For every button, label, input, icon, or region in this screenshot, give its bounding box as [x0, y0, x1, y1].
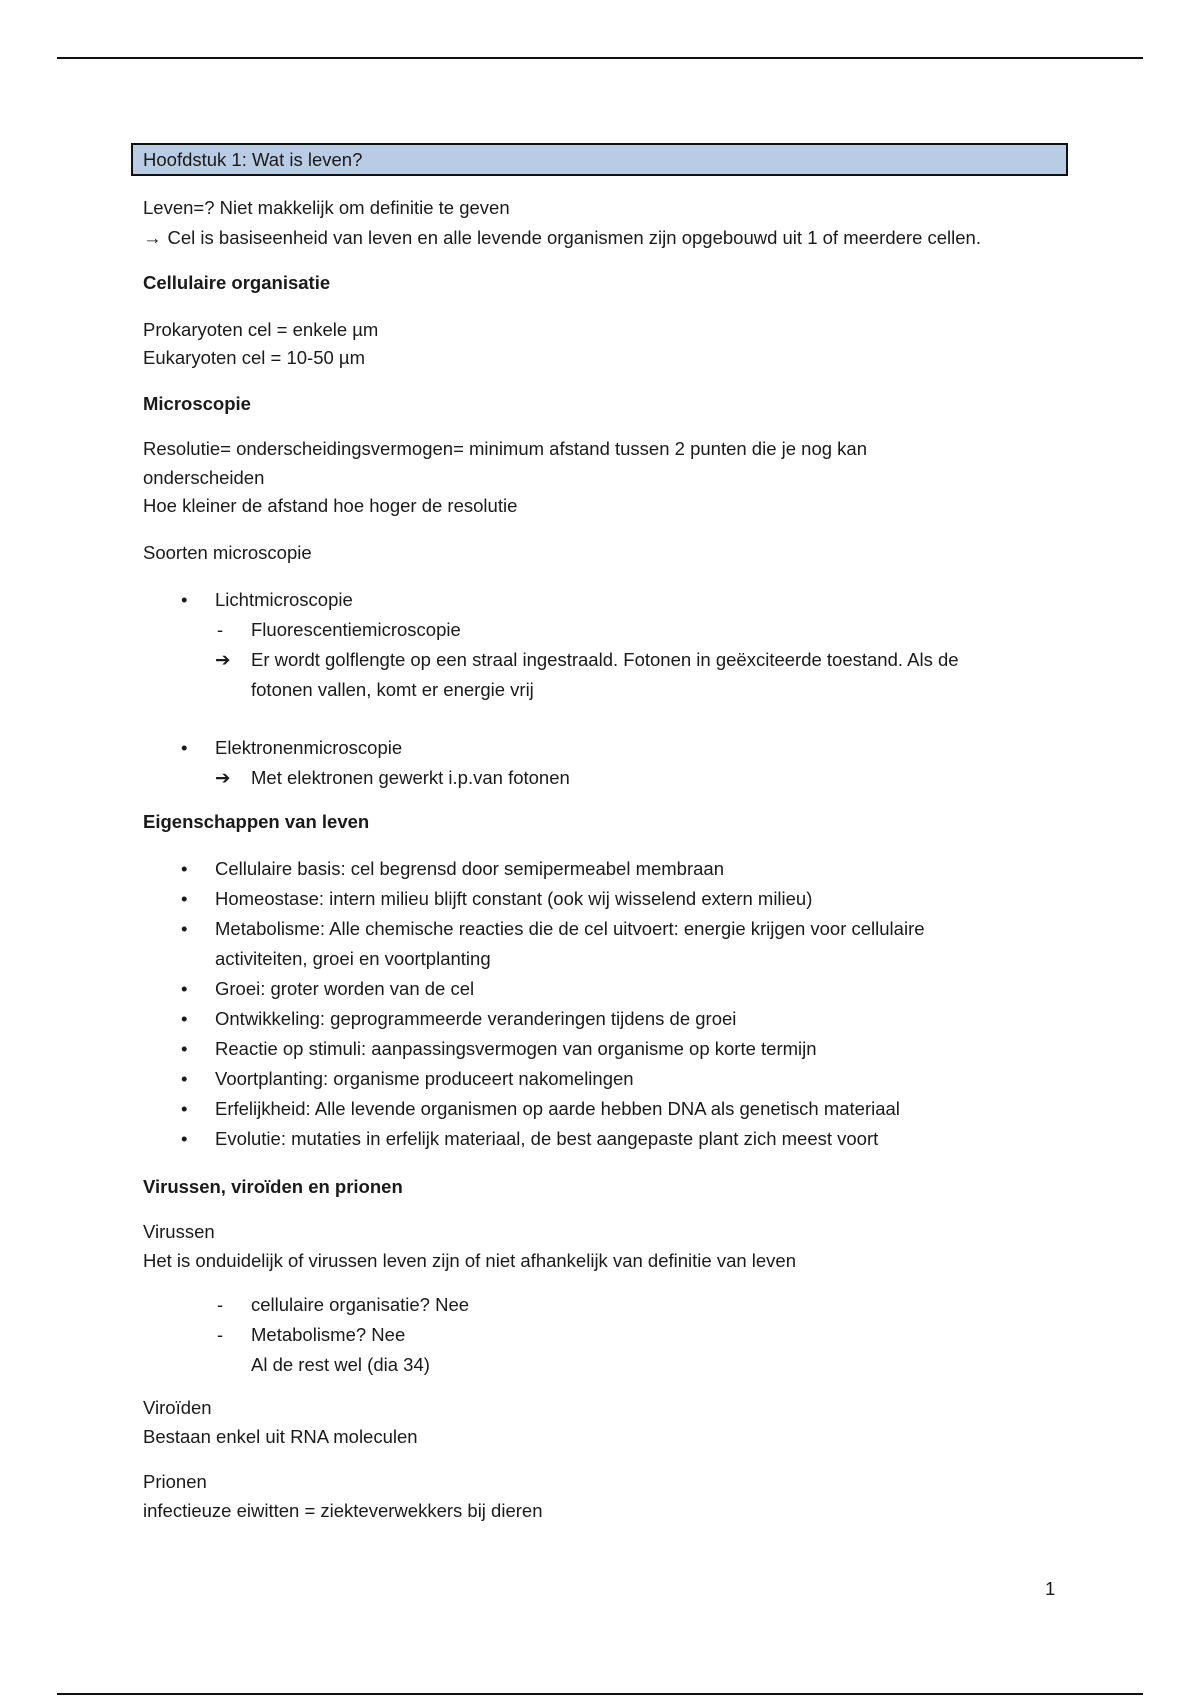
eigenschap-text: Reactie op stimuli: aanpassingsvermogen van organisme op korte termijn: [215, 1038, 817, 1059]
bullet-icon: •: [181, 589, 188, 610]
intro-line-1: Leven=? Niet makkelijk om definitie te geven: [143, 197, 510, 218]
bullet-icon: •: [181, 1098, 188, 1119]
bullet-icon: •: [181, 1038, 188, 1059]
bullet-icon: •: [181, 888, 188, 909]
eigenschap-text: Ontwikkeling: geprogrammeerde veranderingen tijdens de groei: [215, 1008, 737, 1029]
fluorescentie-label: Fluorescentiemicroscopie: [251, 619, 461, 640]
microscopie-list: [143, 585, 1073, 705]
list-item: [143, 1064, 1073, 1094]
virussen-text: Het is onduidelijk of virussen leven zijn of niet afhankelijk van definitie van leven: [143, 1250, 797, 1271]
list-item: [143, 854, 1073, 884]
prionen-text: infectieuze eiwitten = ziekteverwekkers bij dieren: [143, 1500, 543, 1521]
eigenschap-text: Erfelijkheid: Alle levende organismen op aarde hebben DNA als genetisch materiaal: [215, 1098, 900, 1119]
list-item: [143, 1004, 1073, 1034]
intro-line-2-text: Cel is basiseenheid van leven en alle levende organismen zijn opgebouwd uit 1 of meerdere cellen.: [167, 227, 981, 248]
resolutie-line-2: onderscheiden: [143, 467, 265, 488]
page-number: 1: [1045, 1578, 1056, 1599]
chapter-title: Hoofdstuk 1: Wat is leven?: [131, 143, 1068, 176]
prokaryoten-line: Prokaryoten cel = enkele µm: [143, 319, 379, 340]
eigenschap-text: Groei: groter worden van de cel: [215, 978, 475, 999]
resolutie-kleiner: Hoe kleiner de afstand hoe hoger de resolutie: [143, 495, 518, 516]
viroiden-text: Bestaan enkel uit RNA moleculen: [143, 1426, 418, 1447]
eigenschap-text: Homeostase: intern milieu blijft constant (ook wij wisselend extern milieu): [215, 888, 813, 909]
heading-virussen: Virussen, viroïden en prionen: [143, 1176, 403, 1197]
list-item-elektronen-detail: [143, 763, 1073, 793]
list-item: [143, 1094, 1073, 1124]
bullet-icon: •: [181, 1008, 188, 1029]
intro-line-2: [143, 223, 981, 253]
prionen-title: Prionen: [143, 1471, 207, 1492]
fluor-detail-line-1: Er wordt golflengte op een straal ingestraald. Fotonen in geëxciteerde toestand. Als de: [251, 649, 959, 670]
viroiden-title: Viroïden: [143, 1397, 212, 1418]
bullet-icon: •: [181, 1128, 188, 1149]
list-item: [143, 884, 1073, 914]
bullet-icon: •: [181, 978, 188, 999]
list-item: [143, 1124, 1073, 1154]
eigenschap-text: Cellulaire basis: cel begrensd door semipermeabel membraan: [215, 858, 725, 879]
resolutie-line-1: Resolutie= onderscheidingsvermogen= minimum afstand tussen 2 punten die je nog kan: [143, 438, 868, 459]
list-item-elektronen: [143, 733, 1073, 763]
arrow-icon: ➔: [215, 649, 231, 670]
list-item-q2: [143, 1320, 1073, 1380]
arrow-icon: ➔: [215, 767, 231, 788]
virussen-title: Virussen: [143, 1221, 215, 1242]
list-item: [143, 1034, 1073, 1064]
eigenschap-text: Voortplanting: organisme produceert nakomelingen: [215, 1068, 634, 1089]
q1-text: cellulaire organisatie? Nee: [251, 1294, 470, 1315]
bullet-icon: •: [181, 737, 188, 758]
elektronen-label: Elektronenmicroscopie: [215, 737, 403, 758]
heading-eigenschappen: Eigenschappen van leven: [143, 811, 370, 832]
heading-cellulaire-organisatie: Cellulaire organisatie: [143, 272, 331, 293]
list-item: [143, 914, 1073, 974]
eigenschap-text: Metabolisme: Alle chemische reacties die de cel uitvoert: energie krijgen voor cellulaire: [215, 918, 925, 939]
fluor-detail-line-2: fotonen vallen, komt er energie vrij: [251, 679, 534, 700]
top-rule: [57, 57, 1143, 59]
bullet-icon: •: [181, 1068, 188, 1089]
bottom-rule: [57, 1693, 1143, 1695]
soorten-microscopie: Soorten microscopie: [143, 542, 312, 563]
q3-text: Al de rest wel (dia 34): [251, 1354, 430, 1375]
dash-icon: -: [217, 1324, 224, 1345]
bullet-icon: •: [181, 918, 188, 939]
dash-icon: -: [217, 1294, 224, 1315]
list-item: [143, 974, 1073, 1004]
licht-label: Lichtmicroscopie: [215, 589, 353, 610]
list-item-q1: [143, 1290, 1073, 1320]
heading-microscopie: Microscopie: [143, 393, 251, 414]
eigenschappen-list: [143, 854, 1073, 1154]
dash-icon: -: [217, 619, 224, 640]
list-item-fluor-detail: [143, 645, 1073, 705]
eigenschap-text-cont: activiteiten, groei en voortplanting: [215, 948, 491, 969]
eigenschap-text: Evolutie: mutaties in erfelijk materiaal, de best aangepaste plant zich meest voort: [215, 1128, 879, 1149]
q2-text: Metabolisme? Nee: [251, 1324, 406, 1345]
bullet-icon: •: [181, 858, 188, 879]
list-item-fluorescentie: [143, 615, 1073, 645]
elektronen-list: [143, 733, 1073, 793]
arrow-icon: →: [143, 227, 162, 248]
eukaryoten-line: Eukaryoten cel = 10-50 µm: [143, 347, 365, 368]
elektronen-detail: Met elektronen gewerkt i.p.van fotonen: [251, 767, 570, 788]
virussen-list: [143, 1290, 1073, 1380]
list-item-licht: [143, 585, 1073, 615]
